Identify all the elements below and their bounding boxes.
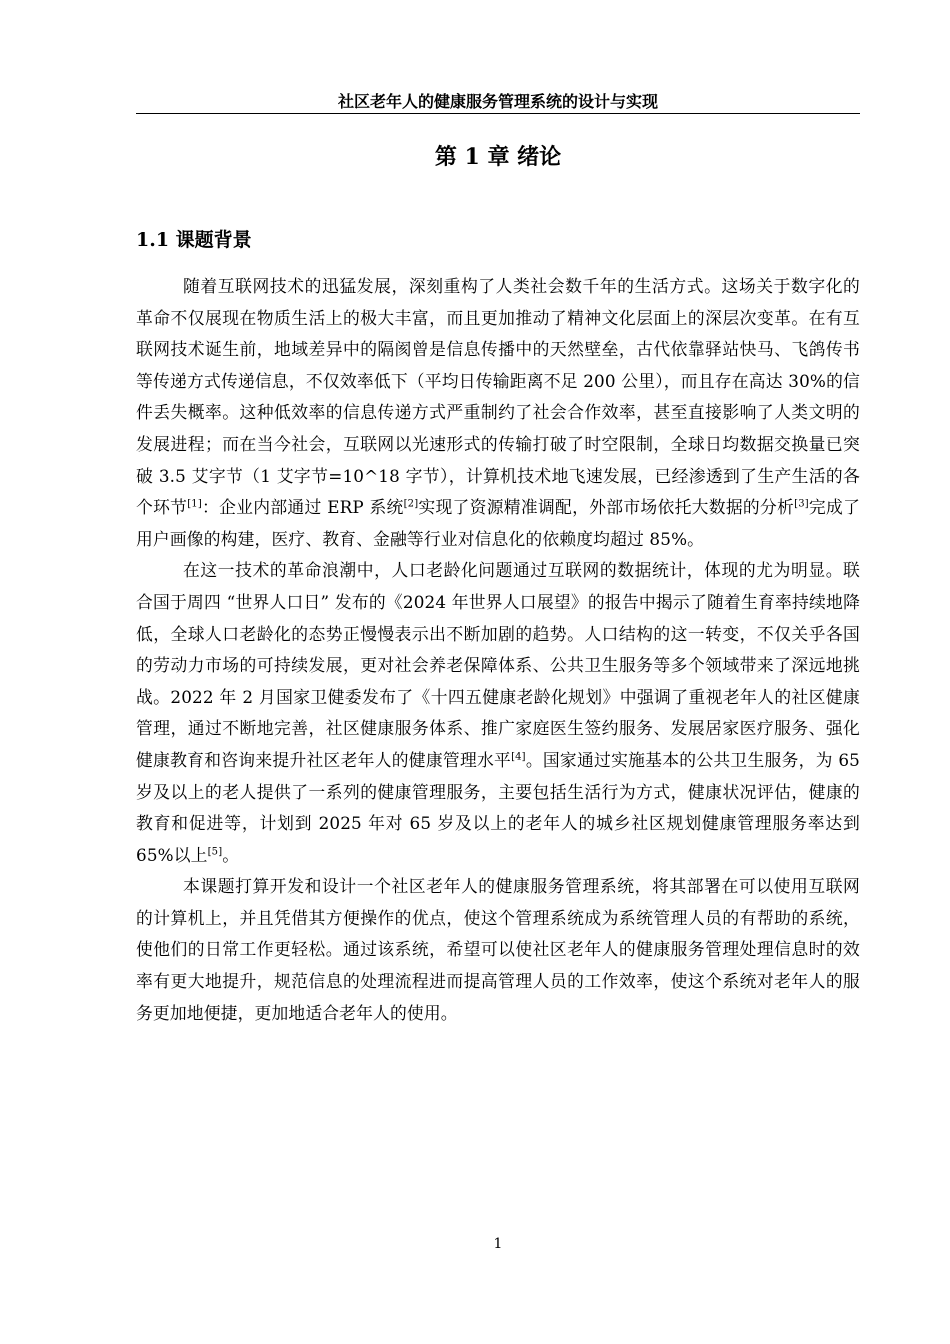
- citation-5: [5]: [207, 846, 223, 858]
- header-divider: [136, 113, 860, 114]
- section-heading: 1.1 课题背景: [136, 229, 252, 251]
- chapter-title: 第 1 章 绪论: [434, 144, 562, 170]
- citation-2: [2]: [403, 498, 419, 510]
- citation-1: [1]: [187, 498, 202, 510]
- paragraph-1-text-b: ：企业内部通过 ERP 系统: [201, 497, 404, 518]
- citation-4: [4]: [511, 751, 526, 763]
- page-number: 1: [493, 1236, 503, 1252]
- paragraph-3: [136, 871, 860, 1029]
- paragraph-3-text-a: 本课题打算开发和设计一个社区老年人的健康服务管理系统，将其部署在可以使用互联网的计算机上，并且凭借其方便操作的优点，使这个管理系统成为系统管理人员的有帮助的系统，使他们的日常工作更轻松。通过该系统，希望可以使社区老年人的健康服务管理处理信息时的效率有更大地提升，规范信息的处理流程进而提高管理人员的工作效率，使这个系统对老年人的服务更加地便捷，更加地适合老年人的使用。: [136, 876, 860, 1023]
- paragraph-2-text-a: 在这一技术的革命浪潮中，人口老龄化问题通过互联网的数据统计，体现的尤为明显。联合国于周四 “世界人口日” 发布的《2024 年世界人口展望》的报告中揭示了随着生育率持续地降低，全球人口老龄化的态势正慢慢表示出不断加剧的趋势。人口结构的这一转变，不仅关乎各国的劳动力市场的可持续发展，更对社会养老保障体系、公共卫生服务等多个领域带来了深远地挑战。2022 年 2 月国家卫健委发布了《十四五健康老龄化规划》中强调了重视老年人的社区健康管理，通过不断地完善，社区健康服务体系、推广家庭医生签约服务、发展居家医疗服务、强化健康教育和咨询来提升社区老年人的健康管理水平: [136, 560, 860, 770]
- paragraph-2: [136, 555, 860, 871]
- paragraph-1: [136, 271, 860, 555]
- running-header: 社区老年人的健康服务管理系统的设计与实现: [337, 92, 658, 111]
- paragraph-1-text-d: 完成了用户画像的构建，医疗、教育、金融等行业对信息化的依赖度均超过 85%。: [136, 497, 861, 549]
- paragraph-2-text-c: 。: [222, 844, 240, 865]
- paragraph-2-text-b: 。国家通过实施基本的公共卫生服务，为 65 岁及以上的老人提供了一系列的健康管理服务，主要包括生活行为方式，健康状况评估，健康的教育和促进等，计划到 2025 年对 65 岁及以上的老年人的城乡社区规划健康管理服务率达到 65%以上: [136, 749, 860, 865]
- paragraph-1-text-c: 实现了资源精准调配，外部市场依托大数据的分析: [418, 497, 795, 518]
- paragraph-1-text-a: 随着互联网技术的迅猛发展，深刻重构了人类社会数千年的生活方式。这场关于数字化的革命不仅展现在物质生活上的极大丰富，而且更加推动了精神文化层面上的深层次变革。在有互联网技术诞生前，地域差异中的隔阂曾是信息传播中的天然壁垒，古代依靠驿站快马、飞鸽传书等传递方式传递信息，不仅效率低下（平均日传输距离不足 200 公里），而且存在高达 30%的信件丢失概率。这种低效率的信息传递方式严重制约了社会合作效率，甚至直接影响了人类文明的发展进程；而在当今社会，互联网以光速形式的传输打破了时空限制，全球日均数据交换量已突破 3.5 艾字节（1 艾字节=10^18 字节），计算机技术地飞速发展，已经渗透到了生产生活的各个环节: [136, 276, 860, 518]
- body-text: [136, 271, 860, 1029]
- citation-3: [3]: [794, 498, 809, 510]
